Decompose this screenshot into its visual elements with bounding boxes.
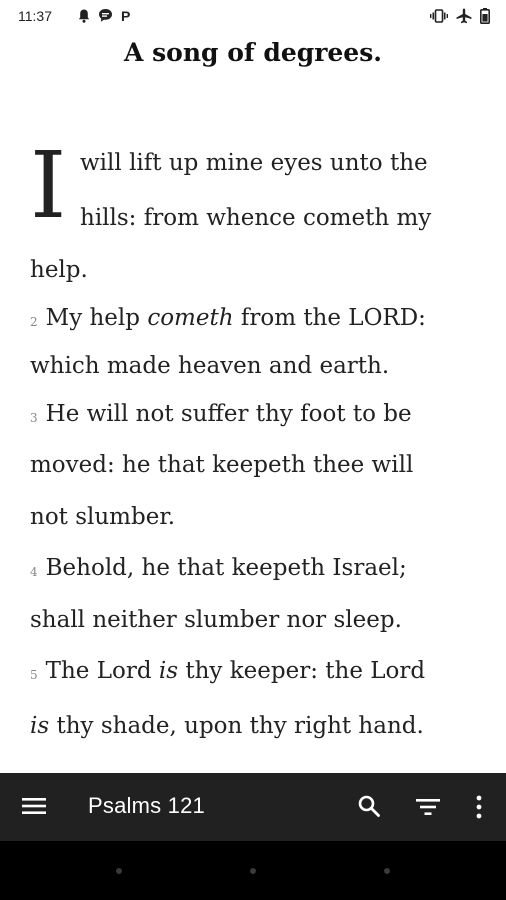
verse-5-line-2: [30, 699, 478, 754]
verse-text: He will not suffer thy foot to be: [45, 401, 412, 427]
verse-number: 3: [30, 411, 38, 425]
verse-text: thy shade, upon thy right hand.: [49, 713, 424, 739]
verse-5-line-1: [30, 644, 478, 699]
verse-1-line-2: hills: from whence cometh my: [80, 205, 432, 231]
verse-3-line-2: moved: he that keepeth thee will: [30, 452, 414, 478]
verse-text-italic: is: [158, 658, 179, 684]
menu-icon[interactable]: [22, 795, 46, 822]
nav-home-button[interactable]: [250, 868, 256, 874]
vibrate-icon: [430, 9, 448, 23]
verse-1-line-3: help.: [30, 257, 88, 283]
verse-2-line-2: which made heaven and earth.: [30, 353, 390, 379]
dropcap-letter: I: [30, 132, 67, 239]
verse-text: from the LORD:: [233, 305, 426, 331]
verse-text-italic: is: [30, 713, 50, 739]
verse-text-italic: cometh: [147, 305, 234, 331]
more-vert-icon[interactable]: [476, 795, 482, 824]
book-chapter-title[interactable]: Psalms 121: [88, 793, 205, 818]
battery-icon: [480, 8, 490, 24]
status-left-icons: [78, 8, 130, 23]
verse-4-line-2: shall neither slumber nor sleep.: [30, 607, 402, 633]
verse-2-line-1: [30, 294, 478, 342]
parking-icon: P: [121, 7, 131, 24]
verse-3-line-1: [30, 390, 478, 438]
search-icon[interactable]: [357, 794, 381, 823]
bottom-toolbar: [0, 773, 506, 841]
scripture-text: [30, 132, 478, 754]
verse-3-line-3: not slumber.: [30, 504, 176, 530]
status-right-icons: [430, 8, 490, 24]
nav-recents-button[interactable]: [384, 868, 390, 874]
verse-1-line-1: will lift up mine eyes unto the: [80, 150, 428, 176]
verse-text: Behold, he that keepeth Israel;: [45, 555, 407, 581]
verse-text: My help: [45, 305, 148, 331]
notification-bell-icon: [78, 9, 90, 23]
verse-text: thy keeper: the Lord: [178, 658, 426, 684]
verse-number: 5: [30, 668, 38, 682]
verse-number: 2: [30, 315, 38, 329]
filter-icon[interactable]: [416, 797, 440, 822]
verse-number: 4: [30, 565, 38, 579]
nav-back-button[interactable]: [116, 868, 122, 874]
verse-4-line-1: [30, 541, 478, 596]
chapter-heading: A song of degrees.: [124, 38, 382, 67]
navigation-bar: [0, 841, 506, 900]
airplane-mode-icon: [456, 8, 472, 24]
status-bar: [0, 0, 506, 32]
verse-1: [30, 132, 478, 246]
verse-text: The Lord: [45, 658, 159, 684]
status-time: 11:37: [18, 8, 52, 24]
message-icon: [98, 8, 113, 23]
